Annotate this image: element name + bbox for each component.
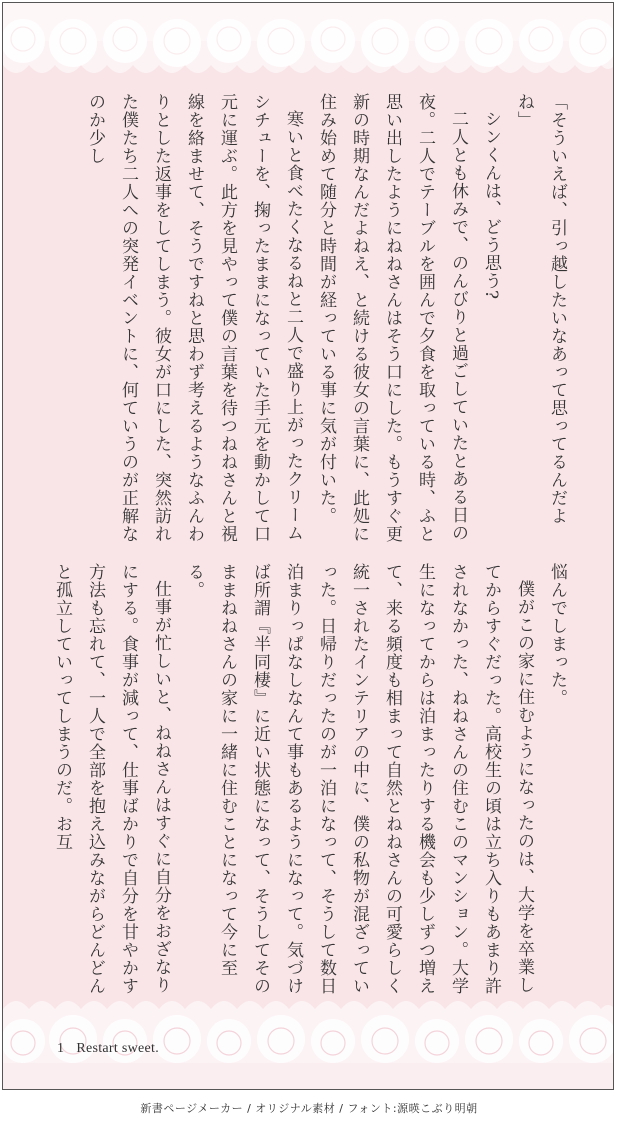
paragraph: 「そういえば、引っ越したいなあって思ってるんだよね」: [514, 93, 567, 525]
lace-border-bottom: [3, 979, 613, 1089]
lower-text-block: [45, 563, 573, 1003]
lace-border-top: [3, 3, 613, 93]
book-page: [2, 2, 614, 1090]
paragraph: 悩んでしまった。: [547, 563, 567, 707]
paragraph: 仕事が忙しいと、ねねさんはすぐに自分をおざなりにする。食事が減って、仕事ばかりで自分を甘やかす方法も忘れて、一人で全部を抱え込みながらどんどんと孤立していってしまうのだ。お互: [52, 563, 171, 995]
book-title: Restart sweet.: [76, 1041, 160, 1056]
paragraph: 二人とも休みで、のんびりと過ごしていたとある日の夜。二人でテーブルを囲んで夕食を取っている時、ふと思い出したようにねねさんはそう口にした。もうすぐ更新の時期なんだよねえ、と続ける彼女の言葉に、此処に住み始めて随分と時間が経っている事に気が付いた。: [316, 93, 468, 543]
paragraph: シンくんは、どう思う?: [481, 110, 501, 301]
paragraph: 僕がこの家に住むようになったのは、大学を卒業してからすぐだった。高校生の頃は立ち入りもあまり許されなかった、ねねさんの住むこのマンション。大学生になってからは泊まったりする機会も少しずつ増えて、来る頻度も相まって自然とねねさんの可愛らしく統一されたインテリアの中に、僕の私物が混ざっていった。日帰りだったのが一泊になって、そうして数日泊まりっぱなしなんて事もあるようになって。気づけば所謂『半同棲』に近い状態になって、そうしてそのままねねさんの家に一緒に住むことになって今に至る。: [184, 563, 534, 995]
credit-line: 新書ページメーカー / オリジナル素材 / フォント:源暎こぶり明朝: [140, 1102, 478, 1115]
page-number: 1: [57, 1041, 65, 1056]
paragraph: 寒いと食べたくなるねと二人で盛り上がったクリームシチューを、掬ったままになっていた手元を動かして口元に運ぶ。此方を見やって僕の言葉を待つねねさんと視線を絡ませて、そうですねと思わず考えるようなふんわりとした返事をしてしまう。彼女が口にした、突然訪れた僕たち二人への突発イベントに、何ていうのが正解なのか少し: [85, 93, 303, 543]
page-footer: [57, 1041, 171, 1057]
upper-vertical-text: [45, 93, 573, 543]
upper-text-block: [45, 93, 573, 543]
lower-vertical-text: [45, 563, 573, 1003]
